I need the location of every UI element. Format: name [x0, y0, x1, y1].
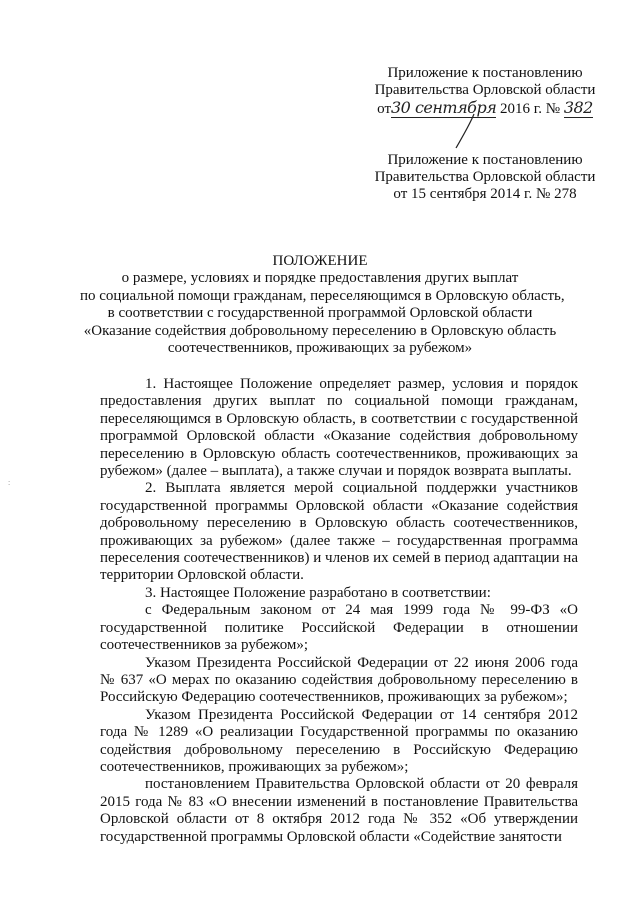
title-line: о размере, условиях и порядке предоставления других выплат [121, 270, 519, 287]
document-body [100, 376, 578, 846]
appendix-previous-line1: Приложение к постановлению [387, 152, 583, 168]
margin-mark: : [8, 478, 11, 487]
appendix-current-date-line [372, 99, 598, 118]
date-prefix: от [377, 101, 391, 117]
date-suffix: 2016 г. № [500, 101, 561, 117]
handwritten-number: 382 [563, 98, 593, 117]
title-line: «Оказание содействия добровольному переселению в Орловскую область [83, 322, 557, 339]
title-line: соотечественников, проживающих за рубежом» [167, 340, 473, 357]
document-title [80, 253, 565, 357]
title-line: по социальной помощи гражданам, переселяющимся в Орловскую область, [80, 287, 565, 304]
title-heading: ПОЛОЖЕНИЕ [272, 253, 368, 269]
appendix-previous [372, 152, 598, 203]
appendix-previous-line2: Правительства Орловской области [374, 169, 596, 185]
handwritten-date: 30 сентября [391, 98, 497, 117]
legal-basis-item: с Федеральным законом от 24 мая 1999 года № 99-ФЗ «О государственной политике Российской Федерации в отношении соотечественников за рубежом»; [100, 602, 578, 654]
signature-stroke [452, 112, 478, 150]
paragraph-2: 2. Выплата является мерой социальной поддержки участников государственной программы Орловской области «Оказание содействия добровольному переселению в Орловскую область соотечественников, проживающих за рубежом» (далее также – государственная программа переселения соотечественников) и членов их семей в период адаптации на территории Орловской области. [100, 480, 578, 584]
paragraph-1: 1. Настоящее Положение определяет размер, условия и порядок предоставления других выплат по социальной помощи гражданам, переселяющимся в Орловскую область, в соответствии с государственной программой Орловской области «Оказание содействия добровольному переселению в Орловскую область соотечественников, проживающих за рубежом» (далее – выплата), а также случаи и порядок возврата выплаты. [100, 376, 578, 480]
legal-basis-item: Указом Президента Российской Федерации от 14 сентября 2012 года № 1289 «О реализации Государственной программы по оказанию содействия добровольному переселению в Российскую Федерацию соотечественников, проживающих за рубежом»; [100, 706, 578, 775]
appendix-current-line1: Приложение к постановлению [387, 65, 583, 81]
legal-basis-item: постановлением Правительства Орловской области от 20 февраля 2015 года № 83 «О внесении изменений в постановление Правительства Орловской области от 8 октября 2012 года № 352 «Об утверждении государственной программы Орловской области «Содействие занятости [100, 776, 578, 845]
appendix-previous-line3: от 15 сентября 2014 г. № 278 [393, 186, 577, 202]
legal-basis-item: Указом Президента Российской Федерации от 22 июня 2006 года № 637 «О мерах по оказанию содействия добровольному переселению в Российскую Федерацию соотечественников, проживающих за рубежом»; [100, 654, 578, 706]
appendix-current [372, 65, 598, 118]
title-line: в соответствии с государственной программой Орловской области [107, 305, 533, 322]
paragraph-3: 3. Настоящее Положение разработано в соответствии: [145, 584, 491, 601]
appendix-current-line2: Правительства Орловской области [374, 82, 596, 98]
